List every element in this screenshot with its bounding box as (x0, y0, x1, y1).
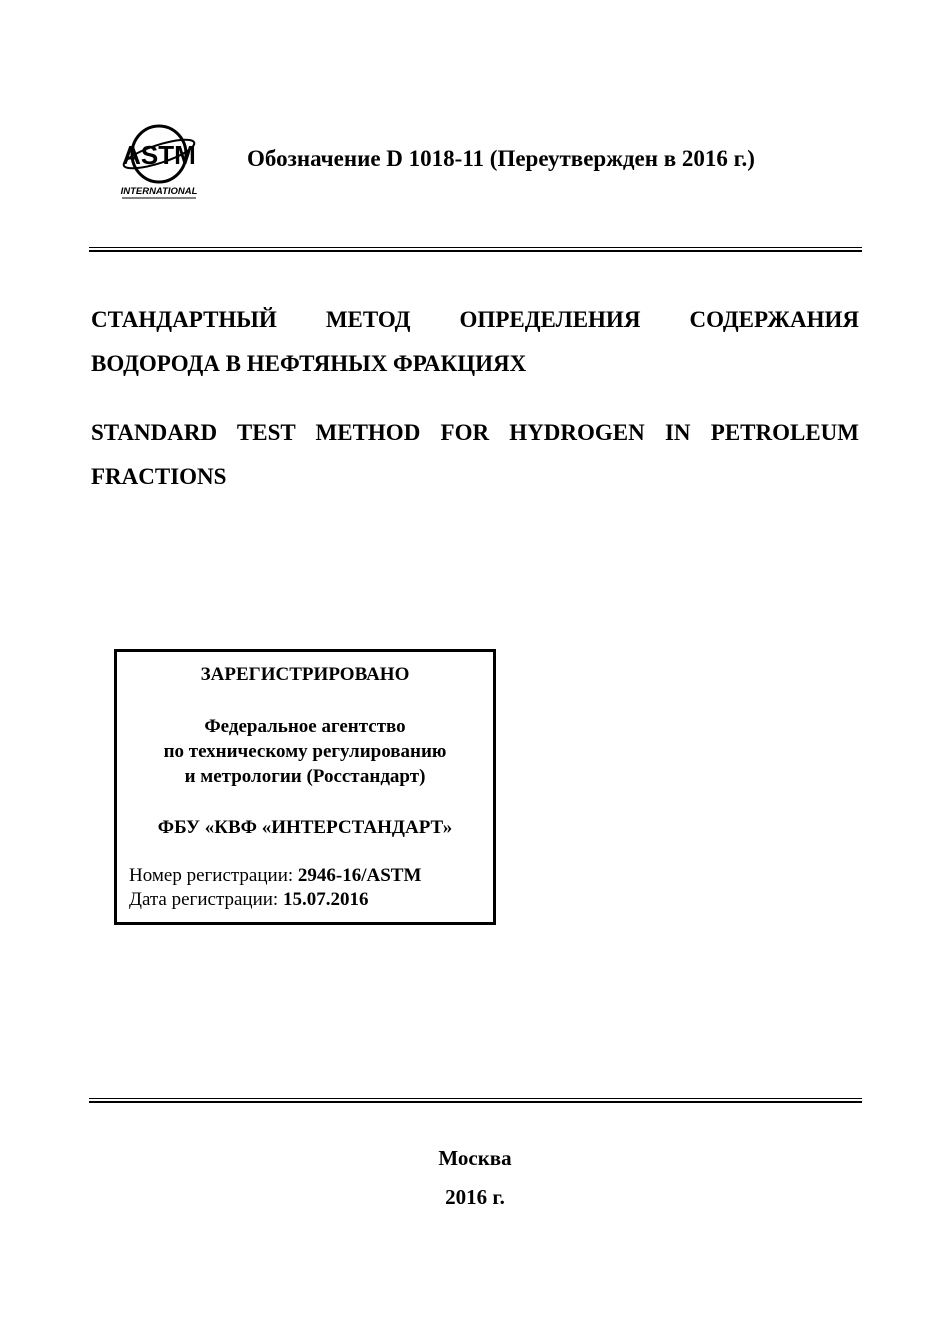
bottom-divider (89, 1098, 862, 1103)
title-russian: СТАНДАРТНЫЙ МЕТОД ОПРЕДЕЛЕНИЯ СОДЕРЖАНИЯ ВОДОРОДА В НЕФТЯНЫХ ФРАКЦИЯХ (91, 307, 859, 376)
registration-agency (117, 714, 493, 789)
logo-subtext: INTERNATIONAL (120, 186, 198, 197)
city: Москва (438, 1146, 512, 1170)
registration-date-label: Дата регистрации: (129, 889, 283, 910)
registration-heading: ЗАРЕГИСТРИРОВАНО (200, 664, 410, 685)
registration-date-row (129, 888, 421, 912)
title-english: STANDARD TEST METHOD FOR HYDROGEN IN PETROLEUM FRACTIONS (91, 420, 859, 489)
top-divider (89, 247, 862, 252)
registration-details (129, 864, 421, 912)
logo-letters: ASTM (122, 140, 196, 170)
astm-logo-graphic (116, 122, 202, 202)
registration-number-value: 2946-16/ASTM (297, 865, 422, 886)
agency-line-1: Федеральное агентство (204, 716, 406, 737)
registration-number-row (129, 864, 421, 888)
year: 2016 г. (445, 1185, 505, 1209)
registration-number-label: Номер регистрации: (129, 865, 298, 886)
designation: Обозначение D 1018-11 (Переутвержден в 2016 г.) (247, 146, 755, 171)
agency-line-3: и метрологии (Росстандарт) (184, 766, 426, 787)
registration-fbu: ФБУ «КВФ «ИНТЕРСТАНДАРТ» (157, 817, 453, 838)
astm-logo (116, 122, 202, 202)
registration-date-value: 15.07.2016 (282, 889, 369, 910)
registration-stamp (114, 649, 496, 925)
agency-line-2: по техническому регулированию (163, 741, 447, 762)
